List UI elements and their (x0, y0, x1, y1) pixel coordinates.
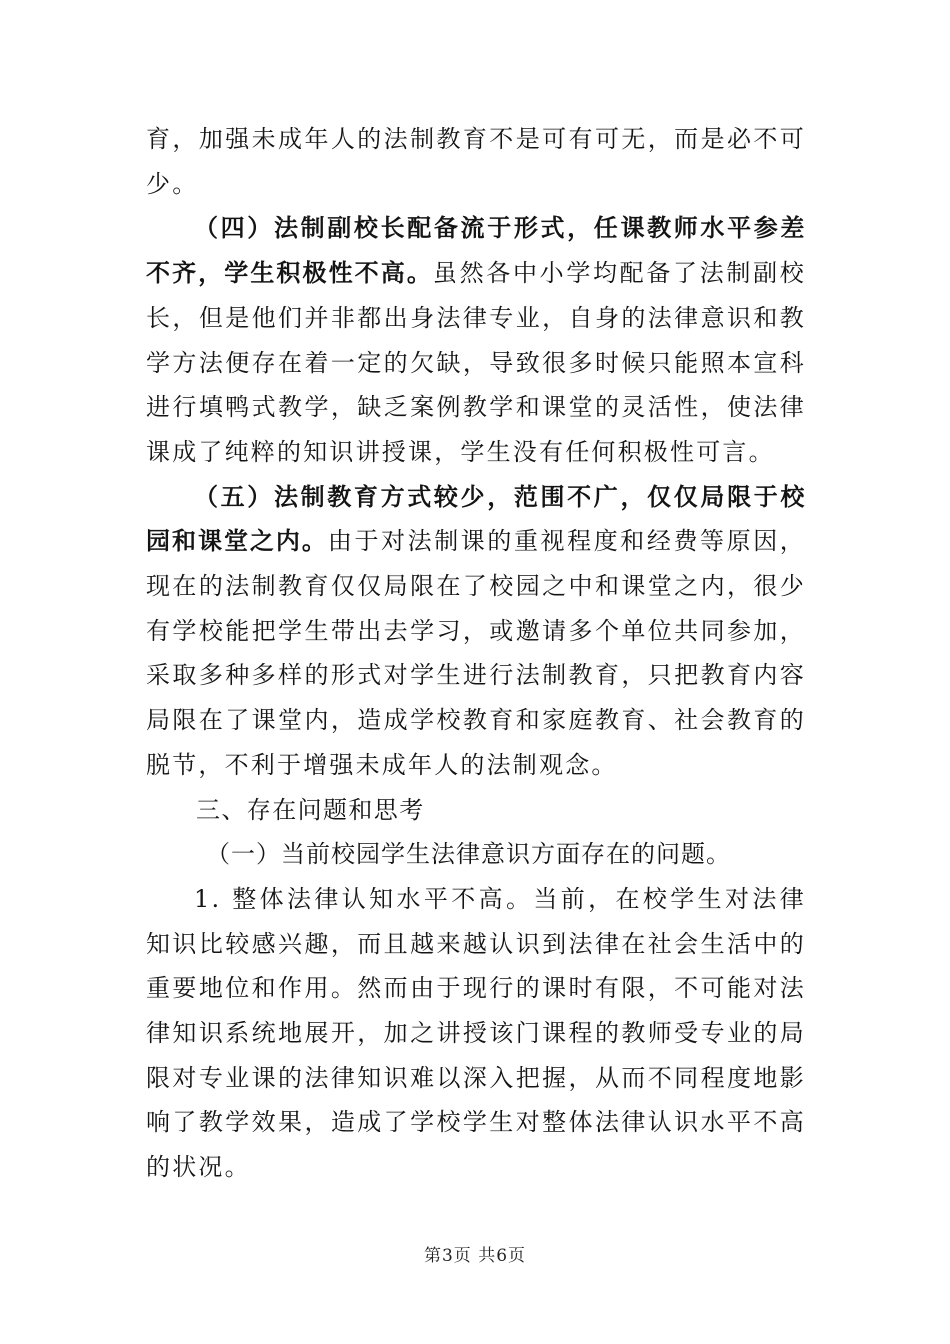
item-5-body: 由于对法制课的重视程度和经费等原因，现在的法制教育仅仅局限在了校园之中和课堂之内，很少有学校能把学生带出去学习，或邀请多个单位共同参加，采取多种多样的形式对学生进行法制教育，只把教育内容局限在了课堂内，造成学校教育和家庭教育、社会教育的脱节，不利于增强未成年人的法制观念。 (146, 527, 806, 779)
paragraph-item-4 (146, 206, 806, 474)
paragraph-item-5 (146, 475, 806, 788)
paragraph-point-1: 1. 整体法律认知水平不高。当前，在校学生对法律知识比较感兴趣，而且越来越认识到法律在社会生活中的重要地位和作用。然而由于现行的课时有限，不可能对法律知识系统地展开，加之讲授该门课程的教师受专业的局限对专业课的法律知识难以深入把握，从而不同程度地影响了教学效果，造成了学校学生对整体法律认识水平不高的状况。 (146, 884, 806, 1182)
item-4-heading: （四）法制副校长配备流于形式，任课教师水平参差不齐，学生积极性不高。 (146, 214, 806, 288)
section-3-subtitle-1: （一）当前校园学生法律意识方面存在的问题。 (206, 840, 731, 869)
paragraph-continued: 育，加强未成年人的法制教育不是可有可无，而是必不可少。 (146, 125, 806, 198)
page-footer: 第3页 共6页 (423, 1246, 527, 1266)
section-3-title: 三、存在问题和思考 (196, 795, 425, 824)
item-5-heading: （五）法制教育方式较少，范围不广，仅仅局限于校园和课堂之内。 (146, 482, 806, 556)
item-4-body: 虽然各中小学均配备了法制副校长，但是他们并非都出身法律专业，自身的法律意识和教学方法便存在着一定的欠缺，导致很多时候只能照本宣科进行填鸭式教学，缺乏案例教学和课堂的灵活性，使法律课成了纯粹的知识讲授课，学生没有任何积极性可言。 (146, 259, 806, 466)
document-body (146, 117, 806, 1190)
